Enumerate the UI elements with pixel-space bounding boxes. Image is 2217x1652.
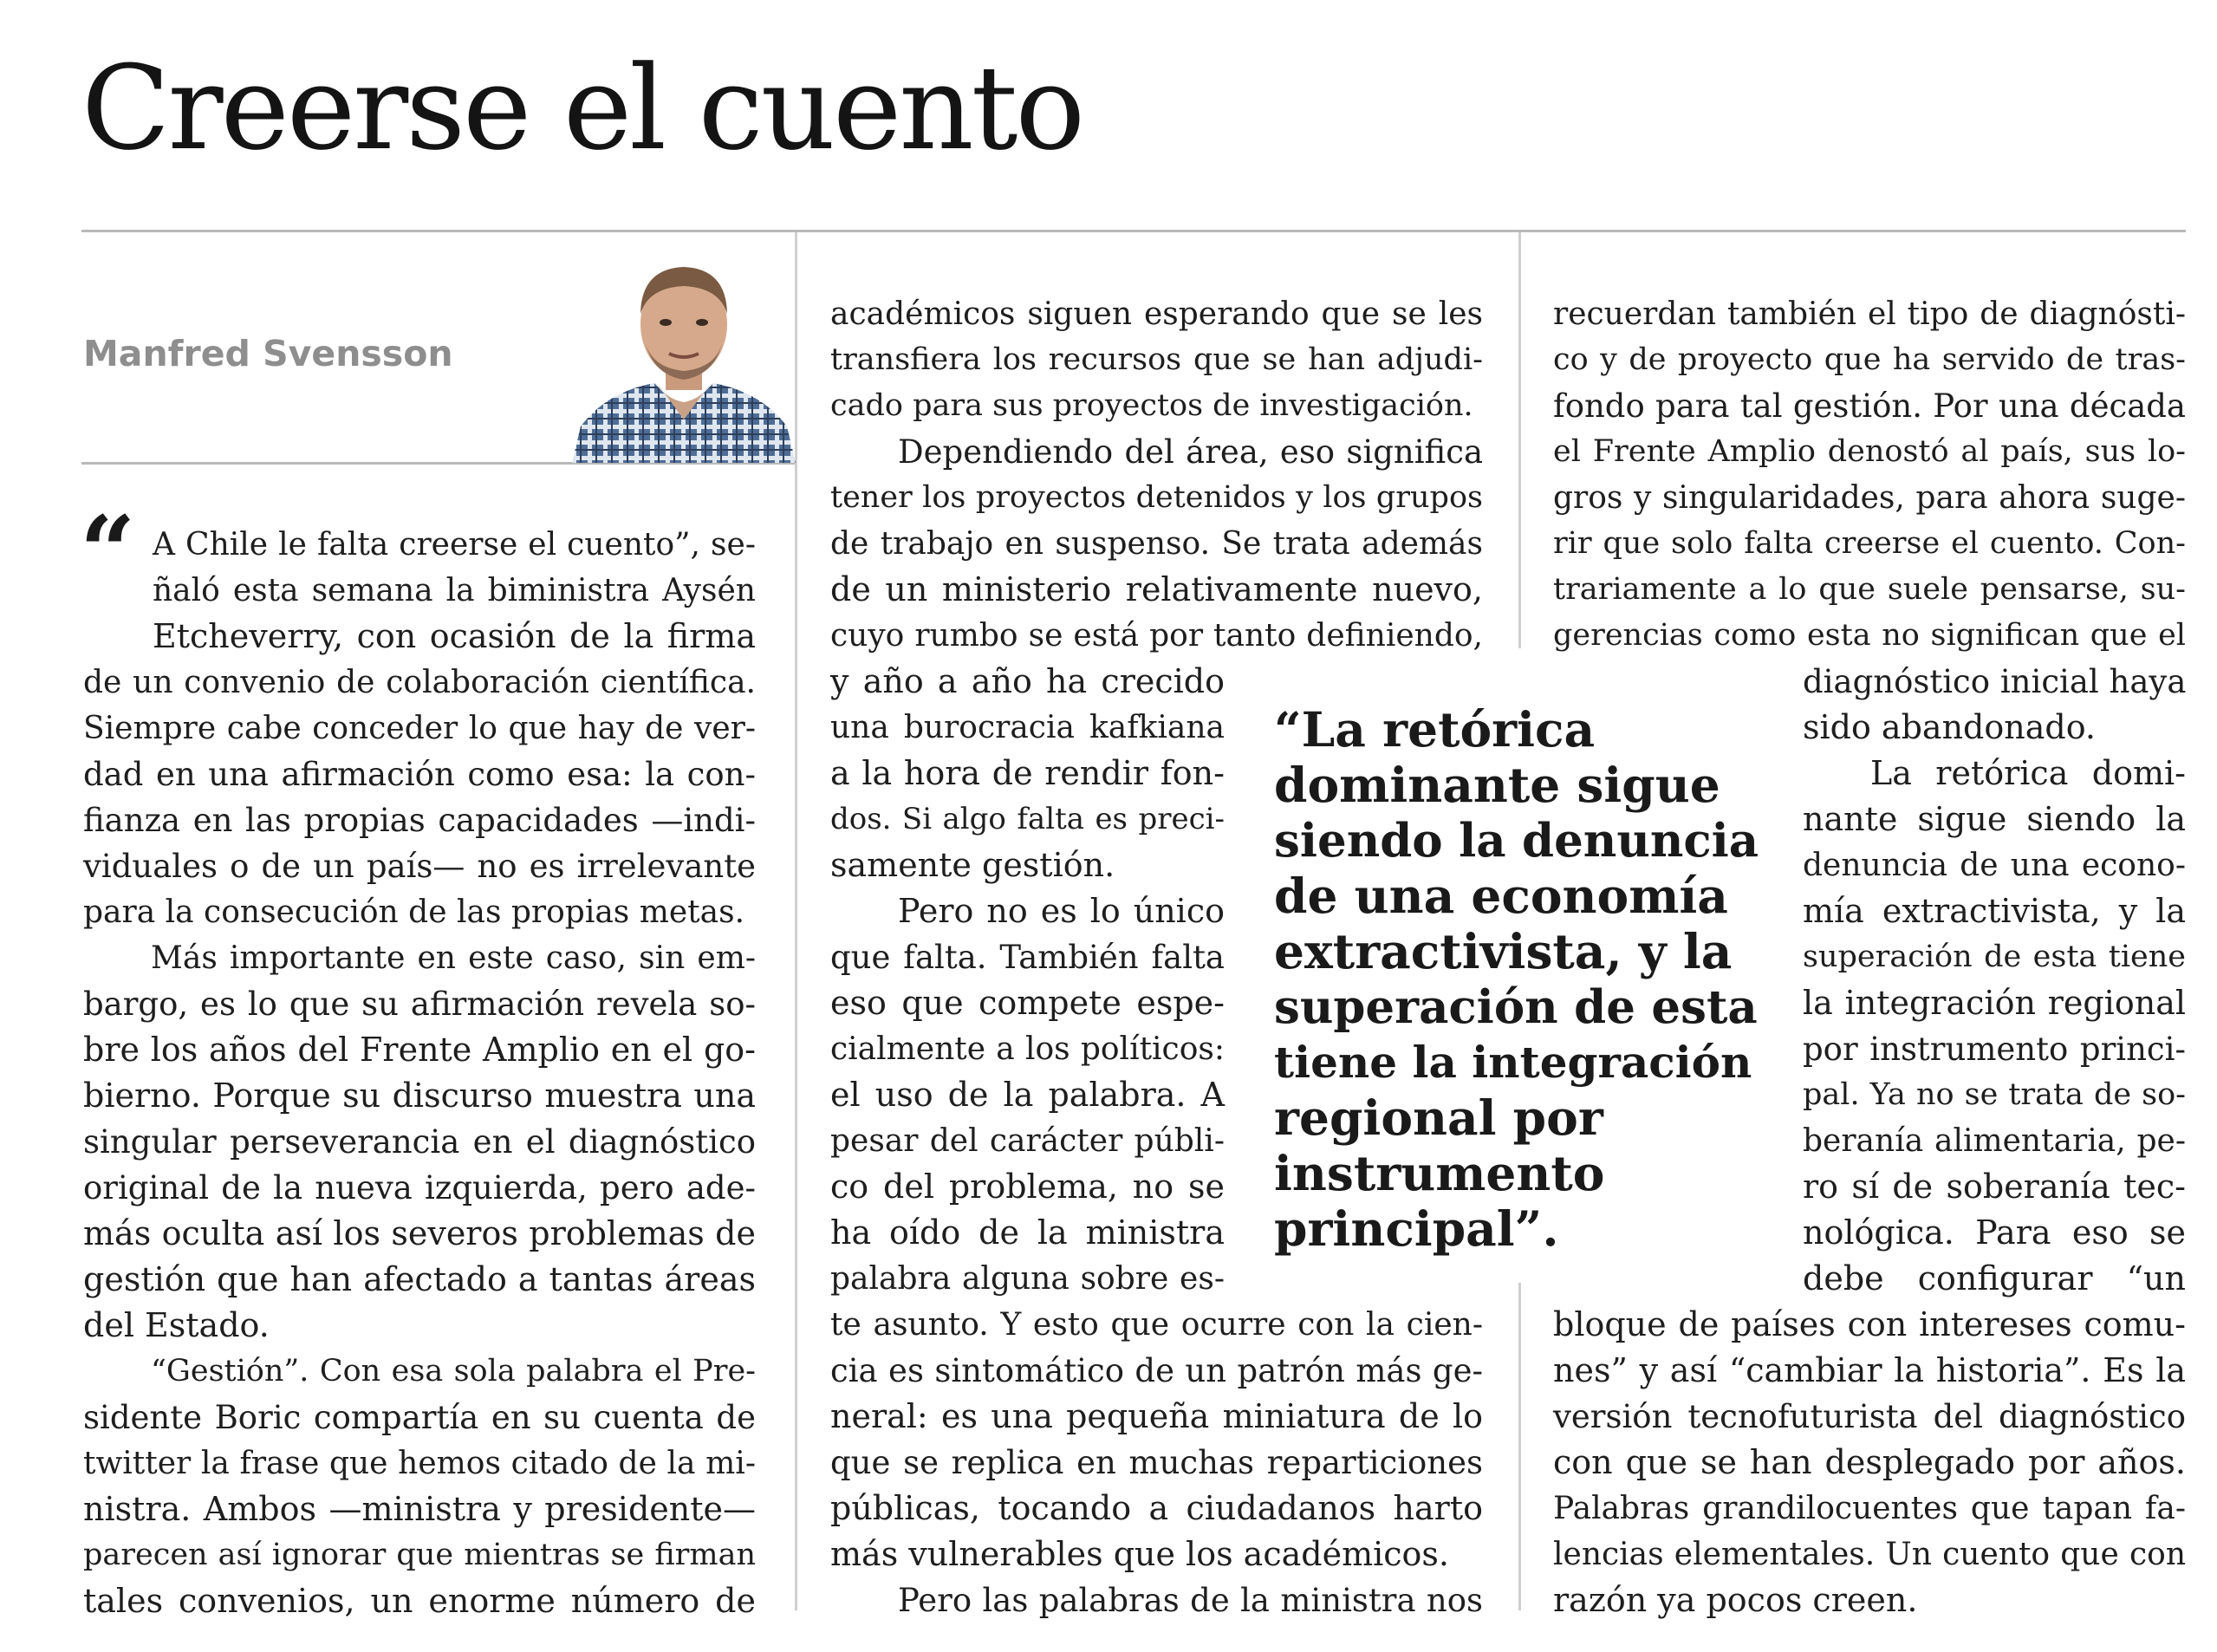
text-line: y año a año ha crecido [830,662,1225,700]
text-line: co del problema, no se [830,1167,1225,1206]
text-line: versión tecnofuturista del diagnóstico [1553,1398,2186,1435]
text-line: bargo, es lo que su afirmación revela so- [83,985,756,1023]
text-line: a la hora de rendir fon- [830,754,1225,792]
text-line: cuyo rumbo se está por tanto definiendo, [830,618,1483,654]
article-title: Creerse el cuento [81,41,1083,176]
article-column-3 [1553,291,2186,1623]
text-line: parecen así ignorar que mientras se firman [83,1538,756,1572]
text-line: original de la nueva izquierda, pero ade- [83,1169,756,1206]
text-line: Palabras grandilocuentes que tapan fa- [1553,1491,2186,1526]
text-line: tener los proyectos detenidos y los grupos [830,480,1483,515]
text-line: La retórica domi- [1870,754,2186,792]
text-line: pesar del carácter públi- [830,1123,1225,1159]
text-line: A Chile le falta creerse el cuento”, se- [153,527,756,563]
text-line: debe configurar “un [1803,1259,2186,1298]
pull-quote-line: “La retórica [1274,701,1596,758]
text-line: samente gestión. [830,846,1115,884]
pull-quote-line: regional por [1274,1089,1603,1146]
text-line: superación de esta tiene [1803,940,2186,974]
text-line: del Estado. [83,1306,270,1344]
text-line: razón ya pocos creen. [1553,1581,1918,1619]
text-line: públicas, tocando a ciudadanos harto [830,1489,1483,1527]
text-line: ñaló esta semana la biministra Aysén [153,573,756,608]
text-line: que se replica en muchas reparticiones [830,1444,1483,1481]
text-line: transfiera los recursos que se han adjudi- [830,342,1483,377]
text-line: diagnóstico inicial haya [1803,663,2187,700]
pull-quote-line: instrumento [1274,1145,1605,1201]
text-line: recuerdan también el tipo de diagnósti- [1553,296,2186,332]
text-line: mía extractivista, y la [1803,892,2186,930]
text-line: Dependiendo del área, eso significa [898,433,1483,471]
text-line: el Frente Amplio denostó al país, sus lo- [1553,434,2186,469]
text-line: “Gestión”. Con esa sola palabra el Pre- [151,1354,756,1389]
pull-quote-line: dominante sigue [1274,757,1720,813]
text-line: para la consecución de las propias metas. [83,894,745,930]
text-line: más vulnerables que los académicos. [830,1535,1450,1573]
text-line: nante sigue siendo la [1803,800,2186,838]
text-line: académicos siguen esperando que se les [830,296,1483,332]
text-line: beranía alimentaria, pe- [1803,1123,2186,1159]
pull-quote-line: de una economía [1274,868,1728,924]
text-line: que falta. También falta [830,939,1225,976]
pull-quote-line: extractivista, y la [1274,923,1733,979]
pull-quote-line: principal”. [1274,1200,1559,1257]
text-line: eso que compete espe- [830,984,1225,1022]
text-line: te asunto. Y esto que ocurre con la cien- [830,1307,1483,1343]
header-divider [81,230,2186,232]
text-line: co y de proyecto que ha servido de tras- [1553,342,2186,377]
text-line: Pero no es lo único [898,892,1225,930]
text-line: fondo para tal gestión. Por una década [1553,387,2186,425]
column-divider-right-lower [1518,1283,1521,1610]
text-line: bierno. Porque su discurso muestra una [83,1076,756,1115]
author-photo [572,253,796,463]
text-line: trariamente a lo que suele pensarse, su- [1553,572,2186,607]
text-line: twitter la frase que hemos citado de la mi- [83,1446,756,1481]
text-line: nológica. Para eso se [1803,1213,2186,1252]
text-line: nistra. Ambos —ministra y presidente— [83,1490,756,1528]
text-line: pal. Ya no se trata de so- [1803,1077,2186,1112]
text-line: sido abandonado. [1803,708,2096,746]
text-line: una burocracia kafkiana [830,710,1225,745]
text-line: de un ministerio relativamente nuevo, [830,570,1483,608]
text-line: denuncia de una econo- [1803,848,2186,883]
column-divider-right [1518,232,1521,648]
pull-quote-line: superación de esta [1274,980,1758,1034]
text-line: singular perseverancia en el diagnóstico [83,1123,756,1161]
pull-quote-line: siendo la denuncia [1274,814,1759,868]
text-line: de trabajo en suspenso. Se trata además [830,526,1483,562]
text-line: gestión que han afectado a tantas áreas [83,1260,756,1298]
text-line: cado para sus proyectos de investigación. [830,388,1473,423]
text-line: neral: es una pequeña miniatura de lo [830,1397,1483,1435]
text-line: gros y singularidades, para ahora suge- [1553,480,2186,516]
pull-quote-line: tiene la integración [1274,1037,1752,1088]
text-line: de un convenio de colaboración científica. [83,665,756,700]
text-line: bre los años del Frente Amplio en el go- [83,1031,756,1069]
drop-quote-mark: “ [80,496,136,609]
text-line: la integración regional [1803,984,2186,1022]
text-line: dad en una afirmación como esa: la con- [83,756,756,793]
text-line: Siempre cabe conceder lo que hay de ver- [83,711,756,746]
text-line: cialmente a los políticos: [830,1031,1225,1067]
text-line: cia es sintomático de un patrón más ge- [830,1352,1483,1389]
text-line: nes” y así “cambiar la historia”. Es la [1553,1351,2186,1389]
author-byline: Manfred Svensson [83,333,453,374]
text-line: Pero las palabras de la ministra nos [898,1582,1483,1619]
text-line: por instrumento princi- [1803,1031,2186,1068]
text-line: fianza en las propias capacidades —indi- [83,802,756,839]
text-line: con que se han desplegado por años. [1553,1443,2186,1481]
text-line: más oculta así los severos problemas de [83,1214,756,1252]
text-line: Etcheverry, con ocasión de la firma [153,617,756,655]
text-line: palabra alguna sobre es- [830,1261,1225,1297]
text-line: ha oído de la ministra [830,1213,1225,1252]
article-column-1 [83,522,756,1624]
text-line: lencias elementales. Un cuento que con [1553,1537,2186,1572]
text-line: gerencias como esta no significan que el [1553,618,2186,653]
text-line: ro sí de soberanía tec- [1803,1167,2186,1206]
text-line: Más importante en este caso, sin em- [151,940,756,976]
text-line: bloque de países con intereses comu- [1553,1305,2186,1343]
text-line: tales convenios, un enorme número de [83,1582,756,1620]
text-line: dos. Si algo falta es preci- [830,802,1225,836]
text-line: viduales o de un país— no es irrelevante [83,848,756,885]
text-line: el uso de la palabra. A [830,1076,1225,1114]
text-line: sidente Boric compartía en su cuenta de [83,1399,756,1436]
text-line: rir que solo falta creerse el cuento. Con- [1553,526,2186,561]
